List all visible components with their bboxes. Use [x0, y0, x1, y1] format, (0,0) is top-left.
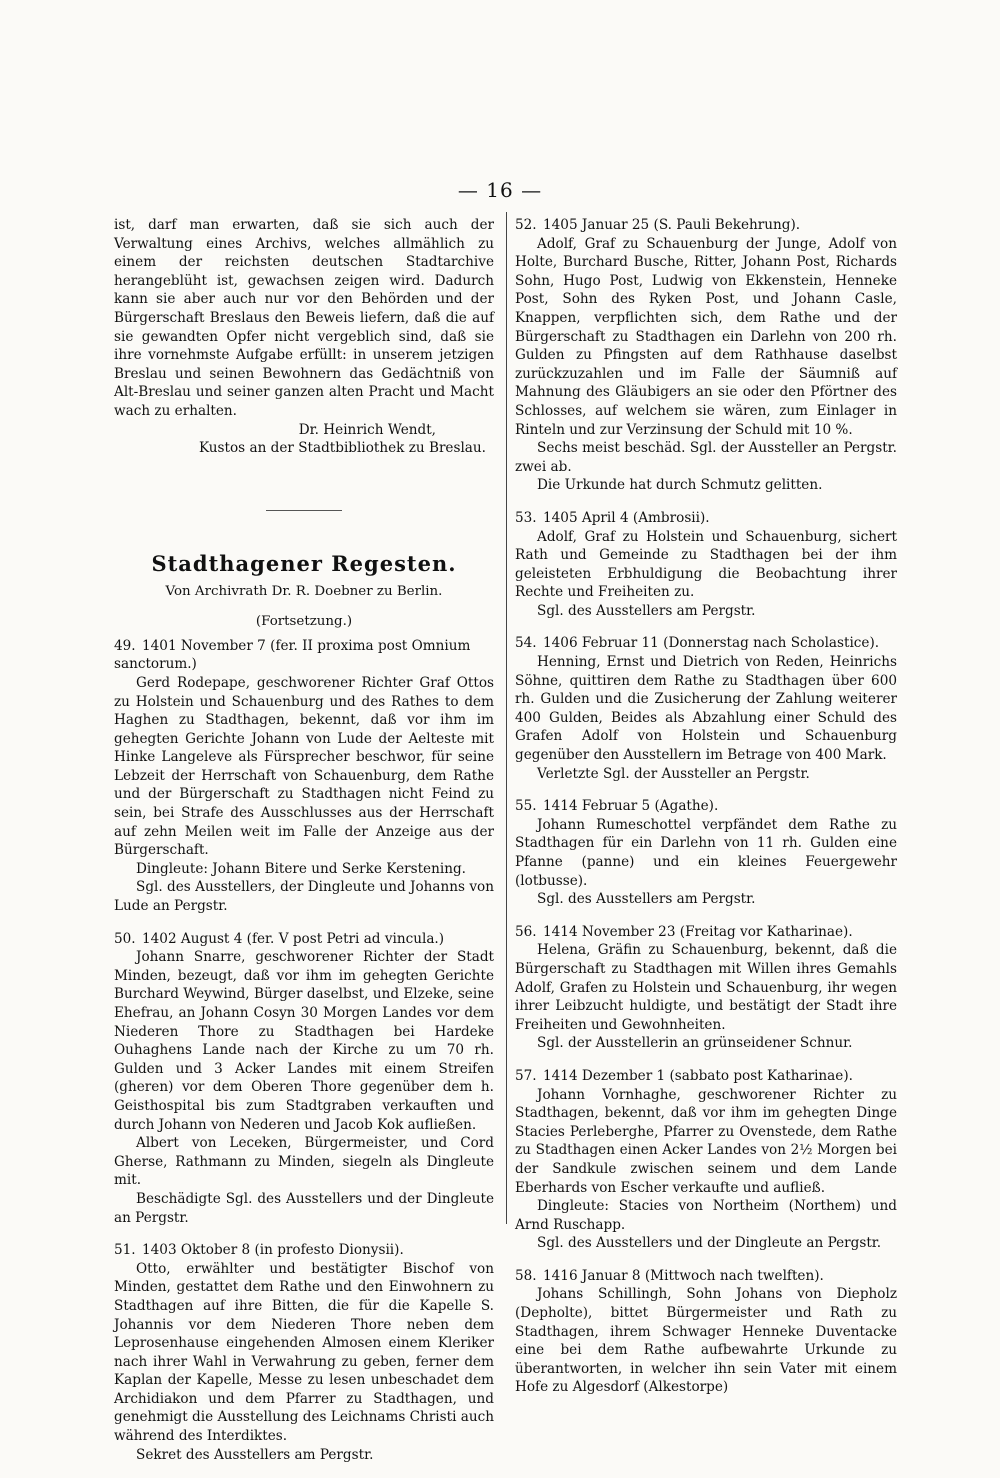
entry-body: Gerd Rodepape, geschworener Richter Graf Ottos zu Holstein und Schauenburg und des Rathes to dem Haghen zu Stadthagen, bekennt, daß vor ihm im gehegten Gerichte Johann von Lude der Aelteste mit Hinke Langeleve als Fürsprecher beschwor, für seine Lebzeit der Herrschaft von Schauenburg, dem Rathe und der Bürgerschaft zu Stadthagen nicht Feind zu sein, bei Strafe des Ausschlusses aus der Herrschaft auf zehn Meilen weit im Falle der Anzeige aus der Bürgerschaft. — [114, 674, 494, 859]
left-entries — [114, 637, 494, 1465]
entry-date: 1416 Januar 8 (Mittwoch nach twelften). — [543, 1267, 824, 1284]
entry-body: Helena, Gräfin zu Schauenburg, bekennt, daß die Bürgerschaft zu Stadthagen mit Willen ihres Gemahls Adolf, Grafen zu Holstein und Schauenburg, ihr wegen ihrer Leibzucht huldigte, und bestätigt der Stadt ihre Freiheiten und Gewohnheiten. — [515, 942, 897, 1033]
entry-number: 49. — [114, 637, 136, 654]
entry-heading — [515, 797, 897, 816]
entry-date: 1403 Oktober 8 (in profesto Dionysii). — [142, 1242, 404, 1259]
regest-entry — [515, 634, 897, 783]
entry-number: 57. — [515, 1067, 537, 1084]
entry-note: Dingleute: Stacies von Northeim (Northem) und Arnd Ruschapp. — [515, 1198, 897, 1233]
page-number: — 16 — — [457, 178, 543, 202]
entry-heading — [114, 930, 494, 949]
entry-note: Sekret des Ausstellers am Pergstr. — [136, 1446, 374, 1463]
entry-heading — [515, 923, 897, 942]
entry-number: 54. — [515, 635, 537, 652]
entry-date: 1401 November 7 (fer. II proxima post Omnium sanctorum.) — [114, 637, 471, 673]
entry-note: Sgl. des Ausstellers am Pergstr. — [537, 891, 756, 908]
regest-entry — [114, 930, 494, 1228]
signature-block — [114, 421, 494, 458]
entry-note: Die Urkunde hat durch Schmutz gelitten. — [537, 477, 823, 494]
entry-heading — [515, 634, 897, 653]
entry-date: 1405 Januar 25 (S. Pauli Bekehrung). — [543, 217, 801, 233]
entry-heading — [515, 1067, 897, 1086]
intro-paragraph: ist, darf man erwarten, daß sie sich auch der Verwaltung eines Archivs, welches allmählich zu einem der reichsten deutschen Stadtarchive herangeblüht ist, gewachsen zeigen wird. Dadurch kann sie aber auch nur vor den Behörden und der Bürgerschaft Breslaus den Beweis liefern, daß die auf sie gewandten Opfer nicht vergeblich sind, daß sie ihre vornehmste Aufgabe erfüllt: in unserem jetzigen Breslau und seinen Bewohnern das Gedächtniß von Alt-Breslau und seiner ganzen alten Pracht und Macht wach zu erhalten. — [114, 217, 494, 419]
entry-note: Albert von Leceken, Bürgermeister, und Cord Gherse, Rathmann zu Minden, siegeln als Dingleute mit. — [114, 1135, 494, 1189]
entry-number: 50. — [114, 930, 136, 947]
section-title: Stadthagener Regesten. — [151, 550, 457, 576]
entry-body: Johann Rumeschottel verpfändet dem Rathe zu Stadthagen für ein Darlehn von 11 rh. Gulden eine Pfanne (panne) und ein kleines Feuergewehr (lotbusse). — [515, 816, 897, 889]
entry-heading — [515, 1267, 897, 1286]
signature-name: Dr. Heinrich Wendt, — [298, 421, 436, 438]
section-byline: Von Archivrath Dr. R. Doebner zu Berlin. — [165, 583, 443, 599]
entry-body: Johann Snarre, geschworener Richter der Stadt Minden, bezeugt, daß vor ihm im gehegten Gerichte Burchard Weywind, Bürger daselbst, und Elzeke, seine Ehefrau, an Johann Cosyn 30 Morgen Landes vor dem Niederen Thore zu Stadthagen bei Hardeke Ouhaghens Lande nach der Kirche zu um 70 rh. Gulden und 3 Acker Landes mit einem Streifen (gheren) vor dem Oberen Thore gegenüber dem h. Geisthospital bis zum Stadtgraben verkauften und durch Johann von Nederen und Jacob Kok aufließen. — [114, 949, 494, 1133]
entry-body: Johans Schillingh, Sohn Johans von Diepholz (Depholte), bittet Bürgermeister und Rath zu Stadthagen, ihrem Schwager Henneke Duventacke eine bei dem Rathe aufbewahrte Urkunde zu überantworten, in welcher ihn sein Vater mit einem Hofe zu Algesdorf (Alkestorpe) — [515, 1286, 897, 1396]
right-entries — [515, 216, 897, 1397]
entry-date: 1414 November 23 (Freitag vor Katharinae). — [543, 923, 853, 940]
entry-note: Dingleute: Johann Bitere und Serke Kerstening. — [136, 860, 466, 877]
entry-date: 1405 April 4 (Ambrosii). — [543, 509, 710, 526]
entry-date: 1414 Dezember 1 (sabbato post Katharinae). — [543, 1067, 853, 1084]
entry-note: Sgl. des Ausstellers und der Dingleute an Pergstr. — [537, 1235, 882, 1252]
entry-body: Henning, Ernst und Dietrich von Reden, Heinrichs Söhne, quittiren dem Rathe zu Stadthagen über 600 rh. Gulden und die Zusicherung der Zahlung weiterer 400 Gulden, Beides als Abzahlung einer Schuld des Grafen Adolf von Holstein und Schauenburg gegenüber den Ausstellern im Betrage von 400 Mark. — [515, 654, 897, 764]
entry-number: 58. — [515, 1267, 537, 1284]
entry-number: 52. — [515, 217, 537, 233]
entry-date: 1406 Februar 11 (Donnerstag nach Scholastice). — [543, 635, 880, 652]
entry-note: Sgl. der Ausstellerin an grünseidener Schnur. — [537, 1035, 853, 1052]
signature-title: Kustos an der Stadtbibliothek zu Breslau. — [198, 440, 486, 457]
regest-entry — [515, 797, 897, 909]
regest-entry — [114, 1241, 494, 1464]
left-column — [114, 216, 494, 1478]
entry-heading — [515, 216, 897, 235]
entry-body: Adolf, Graf zu Holstein und Schauenburg, sichert Rath und Gemeinde zu Stadthagen bei der ihm geleisteten Erbhuldigung die Beobachtung ihrer Rechte und Freiheiten zu. — [515, 528, 897, 601]
entry-note: Sechs meist beschäd. Sgl. der Aussteller an Pergstr. zwei ab. — [515, 440, 897, 475]
entry-heading — [114, 637, 494, 674]
entry-date: 1414 Februar 5 (Agathe). — [543, 798, 719, 815]
regest-entry — [515, 509, 897, 621]
entry-note: Beschädigte Sgl. des Ausstellers und der Dingleute an Pergstr. — [114, 1190, 494, 1226]
entry-body: Johann Vornhaghe, geschworener Richter zu Stadthagen, bekennt, daß vor ihm im gehegten Dinge Stacies Perleberghe, Pfarrer zu Ovenstede, dem Rathe zu Stadthagen einen Acker Landes von 2½ Morgen bei der Sandkule zwischen seinem und dem Lande Eberhards von Escher verkaufte und aufließ. — [515, 1086, 897, 1196]
regest-entry — [515, 923, 897, 1053]
entry-heading — [114, 1241, 494, 1260]
entry-number: 51. — [114, 1242, 136, 1259]
regest-entry — [114, 637, 494, 916]
regest-entry — [515, 216, 897, 495]
entry-body: Otto, erwählter und bestätigter Bischof von Minden, gestattet dem Rathe und den Einwohnern zu Stadthagen auf ihre Bitten, die für die Kapelle S. Johannis vor dem Niederen Thore neben dem Leprosenhause eingehenden Almosen einem Kleriker nach ihrer Wahl in Verwahrung zu geben, ferner dem Kaplan der Kapelle, Messe zu lesen unbeschadet dem Archidiakon und dem Pfarrer zu Stadthagen, und genehmigt die Ausstellung des Leichnams Christi auch während des Interdiktes. — [114, 1260, 494, 1445]
entry-body: Adolf, Graf zu Schauenburg der Junge, Adolf von Holte, Burchard Busche, Ritter, Johann Post, Richards Sohn, Hugo Post, Ludwig von Ekkenstein, Henneke Post, Sohn des Ryken Post, und Johann Casle, Knappen, verpflichten sich, dem Rathe und der Bürgerschaft zu Stadthagen ein Darlehn von 200 rh. Gulden zu Pfingsten auf dem Rathhause daselbst zurückzuzahlen und im Falle der Säumniß auf Mahnung des Gläubigers an sie oder den Pförtner des Schlosses, auf welchem sie wären, zum Einlager in Rinteln und zur Verzinsung der Schuld mit 10 %. — [515, 235, 897, 438]
regest-entry — [515, 1067, 897, 1253]
entry-note: Sgl. des Ausstellers am Pergstr. — [537, 602, 756, 619]
entry-heading — [515, 509, 897, 528]
entry-note: Verletzte Sgl. der Aussteller an Pergstr. — [537, 765, 810, 782]
entry-number: 53. — [515, 509, 537, 526]
entry-note: Sgl. des Ausstellers, der Dingleute und Johanns von Lude an Pergstr. — [114, 879, 494, 915]
entry-number: 55. — [515, 798, 537, 815]
regest-entry — [515, 1267, 897, 1397]
right-column — [515, 216, 897, 1411]
entry-date: 1402 August 4 (fer. V post Petri ad vincula.) — [142, 930, 445, 947]
entry-number: 56. — [515, 923, 537, 940]
continued-note: (Fortsetzung.) — [255, 613, 353, 629]
column-divider — [506, 212, 507, 1224]
section-divider — [266, 510, 342, 511]
